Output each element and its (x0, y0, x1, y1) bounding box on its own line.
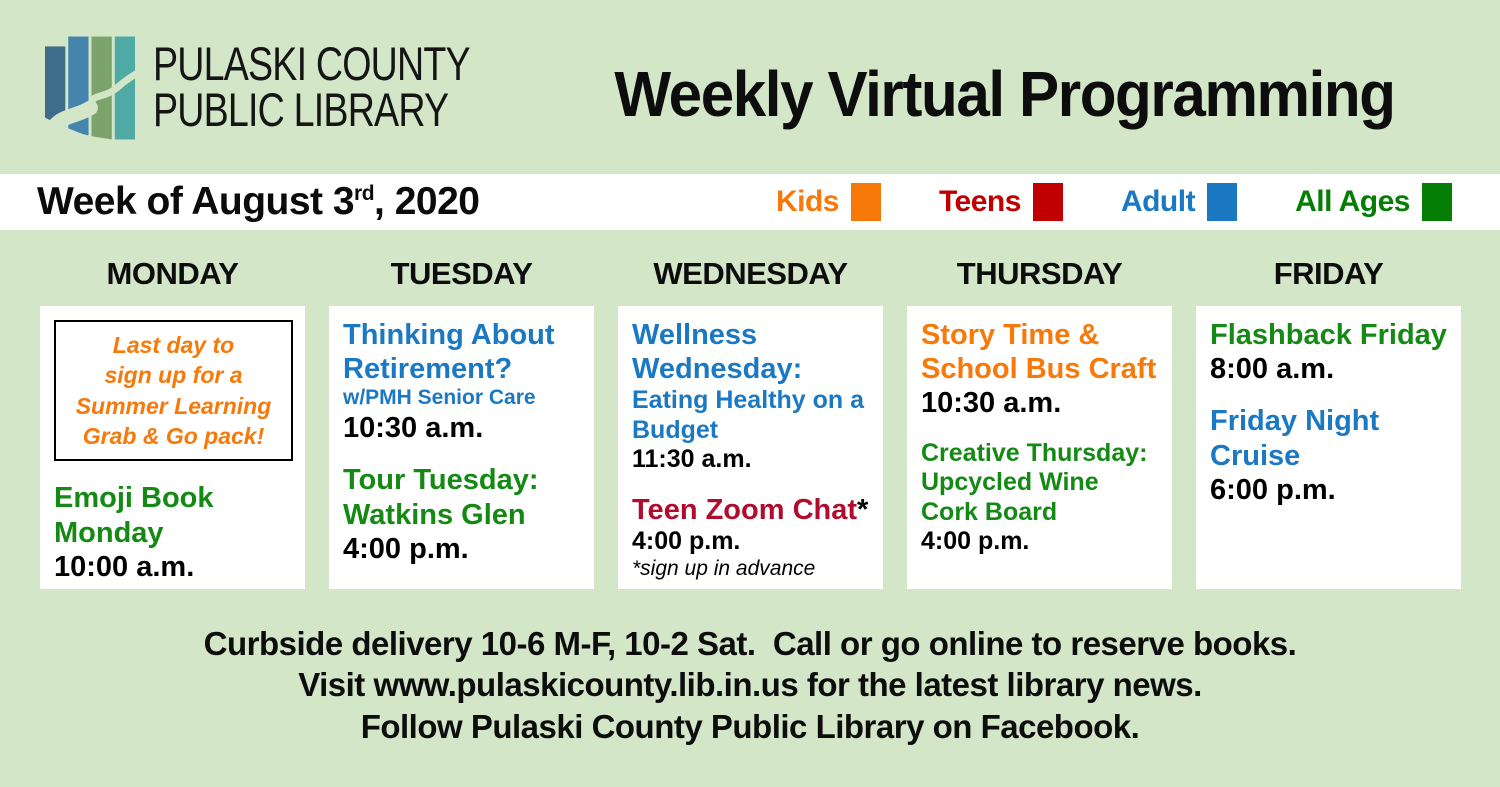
event-line: 8:00 a.m. (1210, 353, 1335, 386)
day-header: THURSDAY (956, 256, 1123, 291)
event-line: Story Time & School Bus Craft (921, 319, 1157, 386)
event-block (54, 481, 295, 584)
legend-item-adult (1121, 183, 1237, 221)
event-line: sign up for a (104, 362, 243, 389)
event-line: 10:00 a.m. (54, 550, 195, 583)
event-line: Creative Thursday: Upcycled Wine Cork Board (921, 438, 1148, 526)
event-line: 4:00 p.m. (921, 527, 1030, 556)
day-header: MONDAY (106, 256, 239, 291)
day-header: WEDNESDAY (653, 256, 848, 291)
weekly-schedule (0, 230, 1500, 589)
week-bar (0, 174, 1500, 230)
day-header: TUESDAY (390, 256, 533, 291)
event-line: Grab & Go pack! (82, 423, 265, 450)
event-line: *sign up in advance (632, 556, 816, 580)
footer-line-website: Visit www.pulaskicounty.lib.in.us for the latest library news. (298, 666, 1202, 704)
legend-label: Teens (938, 185, 1021, 218)
asterisk-note-marker: * (857, 493, 869, 526)
event-line: w/PMH Senior Care (343, 386, 536, 410)
event-line: Emoji Book Monday (54, 482, 214, 549)
event-block (343, 318, 584, 445)
day-column-friday (1196, 230, 1461, 589)
library-logo (45, 34, 549, 140)
day-card (618, 306, 883, 589)
legend-item-teens (939, 183, 1063, 221)
footer (0, 623, 1500, 747)
event-line: Last day to (112, 332, 235, 358)
library-logo-icon (45, 36, 139, 140)
library-name (153, 37, 470, 136)
event-line: Summer Learning (75, 392, 272, 419)
event-line: 10:30 a.m. (343, 412, 484, 445)
header (0, 0, 1500, 174)
legend-label: Adult (1120, 185, 1196, 218)
footer-line-facebook: Follow Pulaski County Public Library on Facebook. (360, 707, 1140, 745)
legend-item-kids (776, 183, 881, 221)
legend-label: Kids (775, 185, 839, 218)
day-column-wednesday (618, 230, 883, 589)
event-line: Eating Healthy on a Budget (632, 386, 864, 444)
event-block (921, 318, 1162, 421)
event-block (921, 439, 1162, 557)
event-line: 11:30 a.m. (632, 445, 752, 474)
event-line: Teen Zoom Chat* (632, 493, 869, 526)
legend-color-swatch (1033, 183, 1063, 221)
day-card (329, 306, 594, 589)
legend-color-swatch (1207, 183, 1237, 221)
event-line: Thinking About Retirement? (343, 319, 555, 386)
legend-color-swatch (1422, 183, 1452, 221)
audience-legend (776, 183, 1452, 221)
event-line: 4:00 p.m. (632, 527, 741, 556)
footer-line-curbside: Curbside delivery 10-6 M-F, 10-2 Sat. Call or go online to reserve books. (203, 625, 1297, 662)
library-name-line2: PUBLIC LIBRARY (153, 83, 449, 136)
notice-box (54, 320, 293, 461)
week-label (37, 180, 479, 224)
library-name-line1: PULASKI COUNTY (153, 37, 470, 91)
event-block (1210, 404, 1451, 507)
day-card (1196, 306, 1461, 589)
day-header: FRIDAY (1273, 256, 1384, 291)
event-block (632, 318, 873, 475)
day-card (907, 306, 1172, 589)
event-line: 10:30 a.m. (921, 387, 1062, 420)
event-line: Friday Night Cruise (1210, 405, 1380, 472)
week-label-prefix: Week of August 3 (37, 180, 355, 223)
day-column-monday (40, 230, 305, 589)
event-block (343, 463, 584, 566)
day-column-tuesday (329, 230, 594, 589)
day-column-thursday (907, 230, 1172, 589)
event-line: Wellness Wednesday: (632, 319, 803, 386)
event-line: Tour Tuesday: Watkins Glen (343, 464, 539, 531)
week-label-ordinal: rd (354, 182, 375, 205)
legend-item-all-ages (1295, 183, 1452, 221)
legend-label: All Ages (1295, 185, 1410, 218)
event-line: Flashback Friday (1210, 319, 1447, 351)
week-label-rest: , 2020 (374, 180, 480, 223)
logo-stripe (68, 37, 88, 140)
event-line: 4:00 p.m. (343, 532, 469, 565)
event-block (632, 493, 873, 581)
event-line: 6:00 p.m. (1210, 473, 1336, 506)
legend-color-swatch (851, 183, 881, 221)
day-card (40, 306, 305, 589)
event-block (1210, 318, 1451, 386)
page-title: Weekly Virtual Programming (614, 58, 1395, 130)
logo-stripe (92, 37, 112, 140)
